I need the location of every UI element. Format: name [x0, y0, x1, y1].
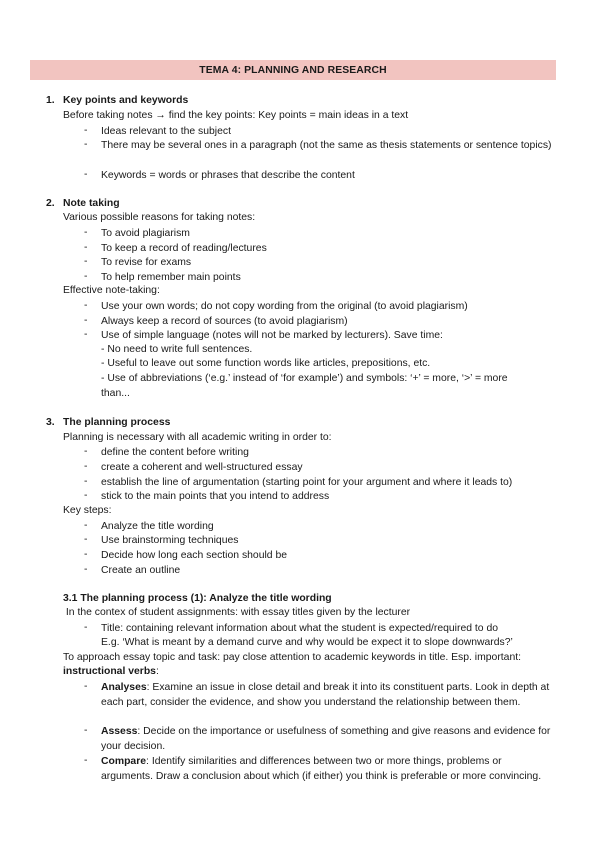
- key-steps-label: Key steps:: [63, 505, 112, 516]
- section-3-intro: Planning is necessary with all academic writing in order to:: [63, 432, 332, 443]
- sub-item: - Useful to leave out some function words like articles, prepositions, etc.: [101, 358, 431, 369]
- section-title: Note taking: [63, 198, 120, 209]
- effective-label: Effective note-taking:: [63, 285, 160, 296]
- approach-text: To approach essay topic and task: pay close attention to academic keywords in title. Esp. important:: [63, 652, 522, 663]
- document-page: TEMA 4: PLANNING AND RESEARCH 1. Key points and keywords Before taking notes → find the key points: Key points = main ideas in a text - Ideas relevant to the subject - There may be several ones in a paragraph (not the same as thesis statements or sentence topics) - Keywords = words or phrases that describe the content 2. Note taking Various possible reasons for taking notes: - To avoid plagiarism - To keep a record of reading/lectures - To revise for exams - To help remember main points Effective note-taking: - Use your own words; do not copy wording from the original (to avoid plagiarism) - Always keep a record of sources (to avoid plagiarism) - Use of simple language (notes will not be marked by lecturers). Save time: - No need to write full sentences. - Useful to leave out some function words like articles, prepositions, etc. - Use of abbreviations (‘e.g.’ instead of ‘for example’) and symbols: ‘+’ = more, ‘>’ = more than... 3. The planning process Planning is necessary with all academic writing in order to: - define the content before writing - create a coherent and well-structured essay - establish the line of argumentation (starting point for your argument and where it leads to) - stick to the main points that you intend to address Key steps: - Analyze the title wording - Use brainstorming techniques - Decide how long each section should be - Create an outline 3.1 The planning process (1): Analyze the title wording In the contex of student assignments: with essay titles given by the lecturer - Title: containing relevant information about what the student is expected/required to do E.g. ‘What is meant by a demand curve and why would be expect it to slope downwards?’ To approach essay topic and task: pay close attention to academic keywords in title. Esp. important: instructional verbs: - Analyses: Examine an issue in close detail and break it into its constituent parts. Look in depth at each part, consider the evidence, and show you understand the relationship between them. - Assess: Decide on the importance or usefulness of something and give reasons and evidence for your decision. - Compare: Identify similarities and differences between two or more things, problems or arguments. Draw a conclusion about which (if either) you think is preferable or more convincing.: [0, 0, 600, 848]
- section-title: Key points and keywords: [63, 95, 189, 106]
- section-2-heading: [46, 198, 120, 209]
- verbs-label: instructional verbs:: [63, 666, 159, 677]
- subsection-intro: In the contex of student assignments: with essay titles given by the lecturer: [63, 607, 411, 618]
- section-title: The planning process: [63, 417, 171, 428]
- page-title: TEMA 4: PLANNING AND RESEARCH: [30, 60, 556, 80]
- sub-item: - No need to write full sentences.: [101, 344, 253, 355]
- section-number: 2.: [46, 198, 55, 209]
- section-1-intro: Before taking notes → find the key points: Key points = main ideas in a text: [63, 110, 409, 121]
- section-1-heading: [46, 95, 188, 106]
- section-number: 1.: [46, 95, 55, 106]
- sub-item: than...: [101, 388, 130, 399]
- section-2-intro: Various possible reasons for taking notes:: [63, 212, 256, 223]
- example-line: E.g. ‘What is meant by a demand curve and why would be expect it to slope downwards?’: [101, 637, 513, 648]
- sub-item: - Use of abbreviations (‘e.g.’ instead of ‘for example’) and symbols: ‘+’ = more, ‘>’ = more: [101, 373, 508, 384]
- section-number: 3.: [46, 417, 55, 428]
- subsection-3-1-heading: 3.1 The planning process (1): Analyze the title wording: [63, 593, 332, 604]
- section-3-heading: [46, 417, 170, 428]
